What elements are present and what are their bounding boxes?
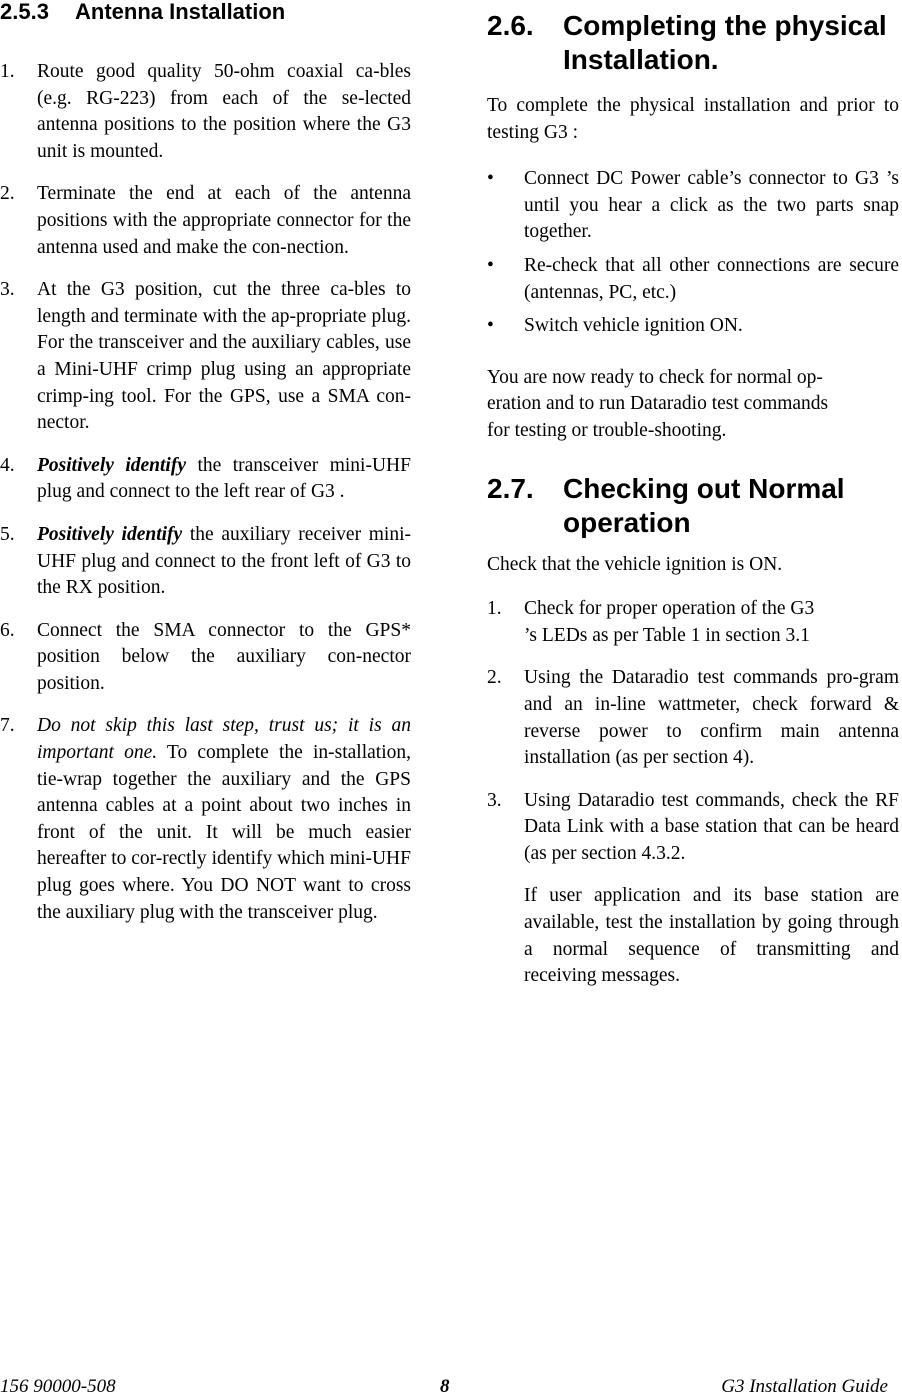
list-item: • Connect DC Power cable’s connector to G3 ’s until you hear a click as the two parts snap together. <box>487 166 899 246</box>
list-item: 3. At the G3 position, cut the three ca-bles to length and terminate with the ap-propriate plug. For the transceiver and the auxiliary cables, use a Mini-UHF crimp plug using an appropriate crimp-ing tool. For the GPS, use a SMA con-nector. <box>0 279 411 434</box>
section-2-5-3-heading <box>0 0 411 24</box>
section-number: 2.7. <box>487 472 534 504</box>
left-column <box>0 0 411 926</box>
guide-title: G3 Installation Guide <box>721 1376 888 1397</box>
emphasis: Positively identify <box>37 454 186 476</box>
bullet-icon: • <box>487 315 494 337</box>
section-2-6-outro: You are now ready to check for normal op- eration and to run Dataradio test commands for testing or trouble-shooting. <box>487 366 829 441</box>
list-item: • Re-check that all other connections are secure (antennas, PC, etc.) <box>487 253 899 306</box>
page-number: 8 <box>440 1376 450 1397</box>
list-item: 1. Route good quality 50-ohm coaxial ca-bles (e.g. RG-223) from each of the se-lected antenna positions to the position where the G3 unit is mounted. <box>0 61 411 162</box>
section-title: Completing the physical Installation. <box>563 10 887 75</box>
list-item: 5. Positively identify the auxiliary receiver mini-UHF plug and connect to the front left of G3 to the RX position. <box>0 523 411 599</box>
right-column <box>487 0 899 990</box>
bullet-icon: • <box>487 254 494 276</box>
document-number: 156 90000-508 <box>0 1376 116 1397</box>
section-number: 2.6. <box>487 10 534 41</box>
list-item: 1. Check for proper operation of the G3 ’s LEDs as per Table 1 in section 3.1 <box>487 598 815 646</box>
section-title: Antenna Installation <box>75 0 286 24</box>
section-2-6-heading <box>487 9 899 77</box>
emphasis: Positively identify <box>37 523 183 545</box>
list-item: • Switch vehicle ignition ON. <box>487 313 899 340</box>
section-title: Checking out Normal operation <box>563 472 845 538</box>
list-item: 4. Positively identify the transceiver mini-UHF plug and connect to the left rear of G3 . <box>0 454 411 503</box>
list-item: 3. Using Dataradio test commands, check the RF Data Link with a base station that can be heard (as per section 4.3.2. <box>487 789 899 864</box>
section-2-7-note: If user application and its base station are available, test the installation by going through a normal sequence of transmitting and receiving messages. <box>524 885 899 987</box>
warning-italic: Do not skip this last step, trust us; it is an important one. <box>37 715 411 764</box>
bullet-icon: • <box>487 168 494 190</box>
checkout-steps-list <box>487 596 899 867</box>
list-item: 2. Using the Dataradio test commands pro-gram and an in-line wattmeter, check forward & reverse power to confirm main antenna installation (as per section 4). <box>487 667 899 769</box>
section-2-7-intro: Check that the vehicle ignition is ON. <box>487 553 783 575</box>
antenna-steps-list <box>0 59 411 926</box>
list-item: 7. Do not skip this last step, trust us; it is an important one. To complete the in-stallation, tie-wrap together the auxiliary and the GPS antenna cables at a point about two inches in front of the unit. It will be much easier hereafter to cor-rectly identify which mini-UHF plug goes where. You DO NOT want to cross the auxiliary plug with the transceiver plug. <box>0 715 411 923</box>
list-item: 2. Terminate the end at each of the antenna positions with the appropriate connector for the antenna used and make the con-nection. <box>0 183 411 258</box>
list-item: 6. Connect the SMA connector to the GPS* position below the auxiliary con-nector position. <box>0 619 411 694</box>
completion-bullets <box>487 166 899 340</box>
page-footer <box>0 1376 902 1398</box>
section-2-6-intro: To complete the physical installation and prior to testing G3 : <box>487 95 899 143</box>
section-2-7-heading <box>487 472 899 540</box>
section-number: 2.5.3 <box>0 0 49 24</box>
